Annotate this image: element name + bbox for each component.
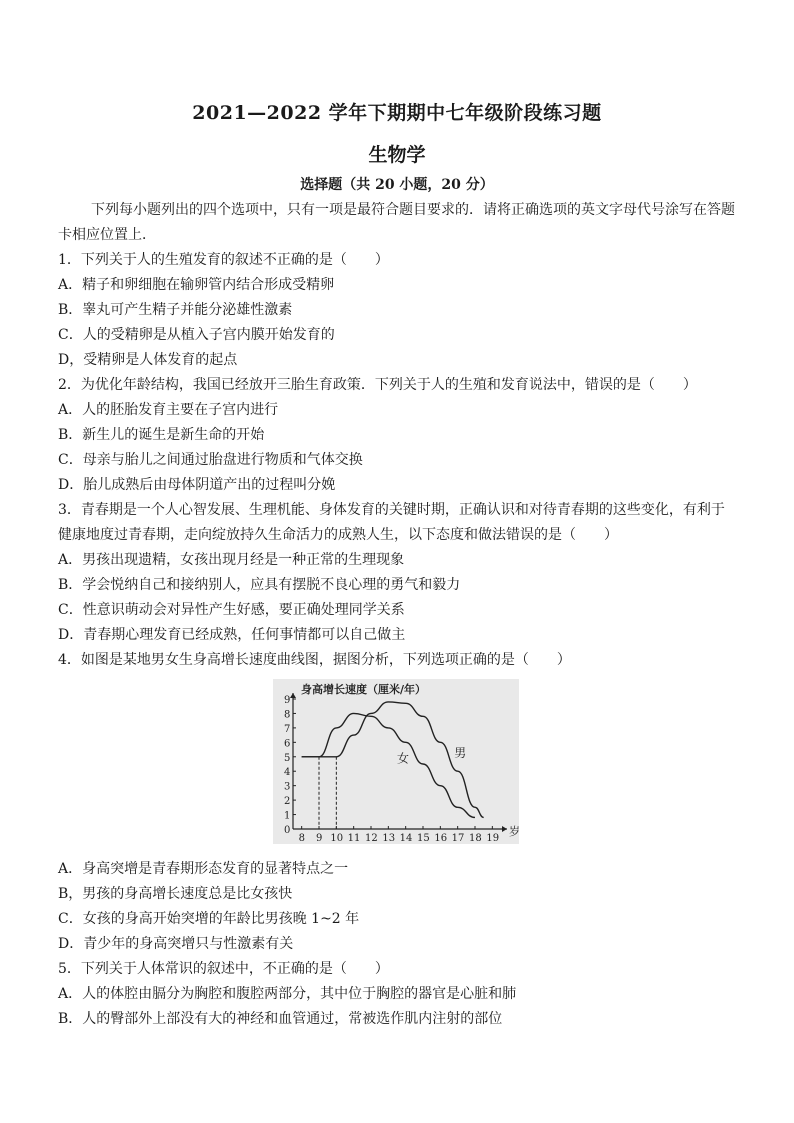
chart-title: 身高增长速度（厘米/年）: [301, 683, 427, 696]
questions-block-top: [58, 248, 738, 673]
option: A．精子和卵细胞在输卵管内结合形成受精卵: [58, 277, 335, 293]
chart-svg: [273, 679, 519, 844]
option: C．性意识萌动会对异性产生好感，要正确处理同学关系: [58, 602, 405, 618]
x-axis-label: 岁: [509, 825, 519, 838]
page-title: 2021—2022 学年下期期中七年级阶段练习题: [192, 102, 602, 124]
option: A．人的体腔由膈分为胸腔和腹腔两部分，其中位于胸腔的器官是心脏和肺: [58, 986, 517, 1002]
option: B．睾丸可产生精子并能分泌雄性激素: [58, 302, 293, 318]
x-tick-label: 16: [434, 833, 448, 844]
option: D，受精卵是人体发育的起点: [58, 352, 238, 368]
section-heading: 选择题（共 20 小题，20 分）: [300, 177, 494, 193]
y-tick-label: 3: [284, 781, 291, 793]
y-tick-label: 9: [284, 695, 291, 706]
x-tick-label: 19: [486, 833, 500, 844]
option: A．身高突增是青春期形态发育的显著特点之一: [58, 861, 349, 877]
x-tick-label: 11: [347, 833, 361, 844]
option: B．人的臀部外上部没有大的神经和血管通过，常被选作肌内注射的部位: [58, 1011, 503, 1027]
questions-block-bottom: [58, 857, 738, 1032]
series-label-female: 女: [397, 751, 410, 766]
option: A．人的胚胎发育主要在子宫内进行: [58, 402, 279, 418]
x-tick-label: 8: [298, 833, 306, 844]
x-tick-label: 12: [365, 833, 378, 844]
y-axis-arrow: [290, 693, 296, 698]
subject-title: 生物学: [368, 144, 426, 166]
question-stem: 4．如图是某地男女生身高增长速度曲线图，据图分析，下列选项正确的是（ ）: [58, 652, 571, 668]
question-stem: 2．为优化年龄结构，我国已经放开三胎生育政策．下列关于人的生殖和发育说法中，错误的是（ ）: [58, 377, 697, 393]
y-tick-label: 0: [284, 825, 291, 836]
y-tick-label: 6: [284, 738, 291, 750]
option: B．新生儿的诞生是新生命的开始: [58, 427, 265, 443]
series-line-female: [302, 713, 475, 817]
instructions: [58, 198, 738, 248]
question-stem: 健康地度过青春期，走向绽放持久生命活力的成熟人生，以下态度和做法错误的是（ ）: [58, 527, 618, 543]
x-tick-label: 17: [451, 833, 465, 844]
option: B，男孩的身高增长速度总是比女孩快: [58, 886, 293, 902]
height-growth-chart: [273, 679, 519, 844]
y-tick-label: 2: [284, 796, 291, 808]
option: B．学会悦纳自己和接纳别人，应具有摆脱不良心理的勇气和毅力: [58, 577, 461, 593]
y-tick-label: 8: [284, 709, 291, 721]
x-axis-arrow: [502, 826, 507, 832]
x-tick-label: 14: [399, 833, 413, 844]
y-tick-label: 1: [284, 810, 291, 822]
x-tick-label: 10: [330, 833, 344, 844]
option: A．男孩出现遗精，女孩出现月经是一种正常的生理现象: [58, 552, 405, 568]
question-stem: 3．青春期是一个人心智发展、生理机能、身体发育的关键时期，正确认识和对待青春期的这些变化，有利于: [58, 502, 725, 518]
x-tick-label: 13: [382, 833, 396, 844]
question-stem: 1．下列关于人的生殖发育的叙述不正确的是（ ）: [58, 252, 389, 268]
option: C．人的受精卵是从植入子宫内膜开始发育的: [58, 327, 335, 343]
option: D．青少年的身高突增只与性激素有关: [58, 936, 294, 952]
y-tick-label: 7: [284, 723, 291, 735]
option: D．青春期心理发育已经成熟，任何事情都可以自己做主: [58, 627, 406, 643]
x-tick-label: 15: [417, 833, 430, 844]
option: C．母亲与胎儿之间通过胎盘进行物质和气体交换: [58, 452, 363, 468]
option: D．胎儿成熟后由母体阴道产出的过程叫分娩: [58, 477, 336, 493]
y-tick-label: 5: [284, 752, 291, 764]
option: C．女孩的身高开始突增的年龄比男孩晚 1~2 年: [58, 911, 360, 927]
instruction-line: 下列每小题列出的四个选项中，只有一项是最符合题目要求的．请将正确选项的英文字母代号涂写在答题: [91, 202, 735, 218]
question-stem: 5．下列关于人体常识的叙述中，不正确的是（ ）: [58, 961, 389, 977]
series-label-male: 男: [454, 745, 467, 760]
instruction-line: 卡相应位置上．: [58, 227, 156, 243]
x-tick-label: 18: [469, 833, 482, 844]
x-tick-label: 9: [316, 833, 323, 844]
y-tick-label: 4: [284, 767, 291, 779]
